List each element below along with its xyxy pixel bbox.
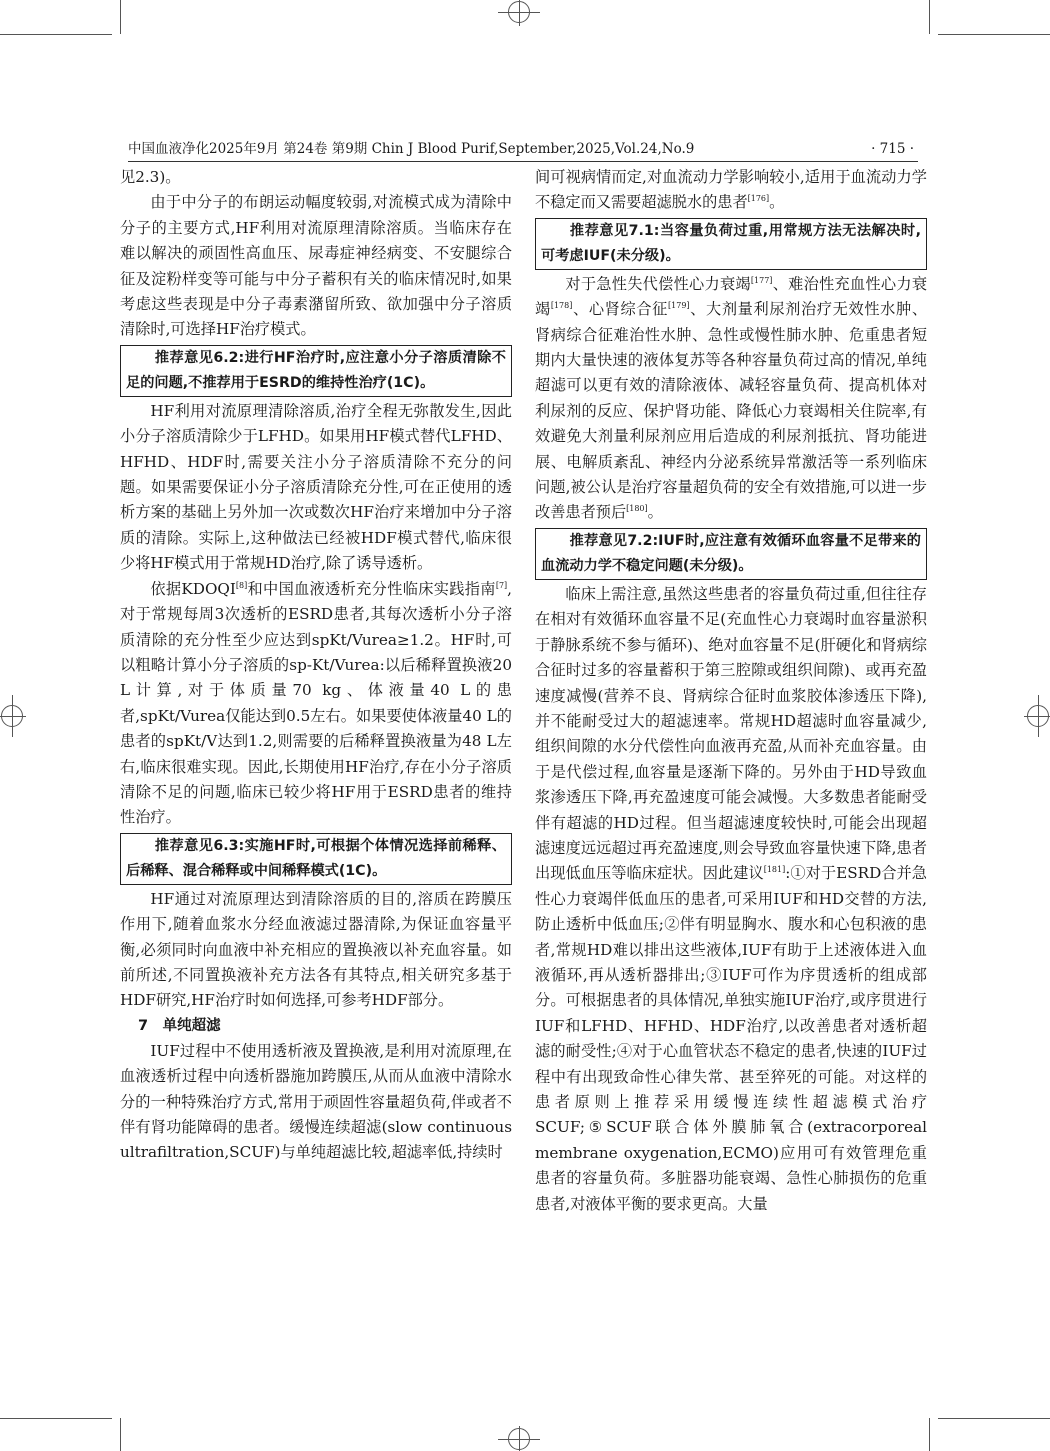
paragraph-middle-molecule: 由于中分子的布朗运动幅度较弱,对流模式成为清除中分子的主要方式,HF利用对流原理清除溶质。当临床存在难以解决的顽固性高血压、尿毒症神经病变、不安腿综合征及淀粉样变等可能与中分子蓄积有关的临床情况时,如果考虑这些表现是中分子毒素潴留所致、欲加强中分子溶质清除时,可选择HF治疗模式。 (120, 193, 512, 339)
citation-ref: [176] (747, 194, 770, 204)
registration-line-bottom-v (519, 1426, 520, 1451)
citation-ref: [180] (626, 504, 648, 514)
citation-ref: [7] (495, 580, 508, 590)
crop-mark-br-v (929, 1418, 930, 1451)
right-column (535, 165, 927, 1217)
text-run: 和中国血液透析充分性临床实践指南 (247, 579, 496, 598)
crop-mark-tr-h (938, 34, 1050, 35)
registration-line-right-v (1038, 695, 1039, 737)
paragraph-clinical-attention (535, 582, 927, 1217)
text-run: 依据KDOQI (150, 579, 236, 598)
text-run: 、大剂量利尿剂治疗无效性水肿、肾病综合征难治性水肿、急性或慢性肺水肿、危重患者短期内大量快速的液体复苏等各种容量负荷过高的情况,单纯超滤可以更有效的清除液体、减轻容量负荷、提高机体对利尿剂的反应、保护肾功能、降低心力衰竭相关住院率,有效避免大剂量利尿剂应用后造成的利尿剂抵抗、肾功能进展、电解质紊乱、神经内分泌系统异常激活等一系列临床问题,被公认是治疗容量超负荷的安全有效措施,可以进一步改善患者预后 (535, 300, 928, 522)
paragraph-hf-convection: HF通过对流原理达到清除溶质的目的,溶质在跨膜压作用下,随着血浆水分经血液滤过器清除,为保证血容量平衡,必须同时向血液中补充相应的置换液以补充血容量。如前所述,不同置换液补充方法各有其特点,相关研究多基于HDF研究,HF治疗时如何选择,可参考HDF部分。 (120, 889, 512, 1010)
text-run: 临床上需注意,虽然这些患者的容量负荷过重,但往往存在相对有效循环血容量不足(充血性心力衰竭时血容量淤积于静脉系统不参与循环)、绝对血容量不足(肝硬化和肾病综合征时过多的容量蓄积于第三腔隙或组织间隙)、或再充盈速度减慢(营养不良、肾病综合征时血浆胶体渗透压下降),并不能耐受过大的超滤速率。常规HD超滤时血容量减少,组织间隙的水分代偿性向血液再充盈,从而补充血容量。由于是代偿过程,血容量是逐渐下降的。另外由于HD导致血浆渗透压下降,再充盈速度可能会减慢。大多数患者能耐受伴有超滤的HD过程。但当超滤速度较快时,可能会出现超滤速度远远超过再充盈速度,则会导致血容量快速下降,患者出现低血压等临床症状。因此建议 (535, 584, 927, 883)
citation-ref: [179] (668, 301, 690, 311)
crop-mark-tr-v (929, 0, 930, 34)
text-run: 对于急性失代偿性心力衰竭 (565, 274, 751, 293)
left-column (120, 165, 512, 1166)
text-run: ,对于常规每周3次透析的ESRD患者,其每次透析小分子溶质清除的充分性至少应达到spKt/Vurea≥1.2。HF时,可以粗略计算小分子溶质的sp-Kt/Vurea:以后稀释置换液20 L计算,对于体质量70 kg、体液量40 L的患者,spKt/Vurea仅能达到0.5左右。如果要使体液量40 L的患者的spKt/V达到1.2,则需要的后稀释置换液量为48 L左右,临床很难实现。因此,长期使用HF治疗,存在小分子溶质清除不足的问题,临床已较少将HF用于ESRD患者的维持性治疗。 (120, 579, 512, 827)
page-number: · 715 · (871, 141, 914, 157)
paragraph-hf-small-solute: HF利用对流原理清除溶质,治疗全程无弥散发生,因此小分子溶质清除少于LFHD。如果用HF模式替代LFHD、HFHD、HDF时,需要关注小分子溶质清除不充分的问题。如果需要保证小分子溶质清除充分性,可在正使用的透析方案的基础上另外加一次或数次HF治疗来增加中分子溶质的清除。实际上,这种做法已经被HDF模式替代,临床很少将HF模式用于常规HD治疗,除了诱导透析。 (120, 401, 512, 573)
registration-line-top-v (519, 0, 520, 26)
recommendation-box-7-2 (535, 528, 927, 580)
recommendation-text-7-1: 推荐意见7.1:当容量负荷过重,用常规方法无法解决时,可考虑IUF(未分级)。 (541, 222, 921, 264)
citation-ref: [8] (235, 580, 248, 590)
text-run: 、难治性充血性心力衰竭 (535, 274, 928, 319)
paragraph-kdoqi (120, 577, 512, 831)
registration-line-left-h (0, 716, 26, 717)
text-run: 。 (647, 503, 663, 522)
paragraph-iuf-intro: IUF过程中不使用透析液及置换液,是利用对流原理,在血液透析过程中向透析器施加跨膜压,从而从血液中清除水分的一种特殊治疗方式,常用于顽固性容量超负荷,伴或者不伴有肾功能障碍的患者。缓慢连续超滤(slow continuous ultrafiltration,SCUF)与单纯超滤比较,超滤率低,持续时 (120, 1041, 512, 1162)
recommendation-text-7-2: 推荐意见7.2:IUF时,应注意有效循环血容量不足带来的血流动力学不稳定问题(未分级)。 (541, 532, 921, 574)
paragraph-continuation: 见2.3)。 (120, 168, 181, 186)
crop-mark-bl-h (0, 1418, 112, 1419)
paragraph-volume-overload (535, 272, 927, 526)
paragraph-continuation (535, 165, 927, 216)
citation-ref: [181] (763, 865, 786, 875)
text-run: 间可视病情而定,对血流动力学影响较小,适用于血流动力学不稳定而又需要超滤脱水的患者 (535, 168, 927, 212)
recommendation-box-7-1 (535, 218, 927, 270)
text-run: :①对于ESRD合并急性心力衰竭伴低血压的患者,可采用IUF和HD交替的方法,防止透析中低血压;②伴有明显胸水、腹水和心包积液的患者,常规HD难以排出这些液体,IUF有助于上述液体进入血液循环,再从透析器排出;③IUF可作为序贯透析的组成部分。可根据患者的具体情况,单独实施IUF治疗,或序贯进行IUF和LFHD、HFHD、HDF治疗,以改善患者对透析超滤的耐受性;④对于心血管状态不稳定的患者,快速的IUF过程中有出现致命性心律失常、甚至猝死的可能。对这样的患者原则上推荐采用缓慢连续性超滤模式治疗SCUF;⑤SCUF联合体外膜肺氧合(extracorporeal membrane oxygenation,ECMO)应用可有效管理危重患者的容量负荷。多脏器功能衰竭、急性心肺损伤的危重患者,对液体平衡的要求更高。大量 (535, 864, 927, 1213)
recommendation-text-6-3: 推荐意见6.3:实施HF时,可根据个体情况选择前稀释、后稀释、混合稀释或中间稀释模式(1C)。 (126, 837, 506, 879)
crop-mark-tl-v (120, 0, 121, 34)
section-heading-7: 7 单纯超滤 (138, 1017, 221, 1034)
registration-line-right-h (1024, 716, 1050, 717)
registration-line-left-v (12, 695, 13, 737)
crop-mark-bl-v (120, 1418, 121, 1451)
running-header (128, 139, 918, 162)
recommendation-text-6-2: 推荐意见6.2:进行HF治疗时,应注意小分子溶质清除不足的问题,不推荐用于ESRD的维持性治疗(1C)。 (126, 349, 506, 391)
citation-ref: [178] (550, 301, 573, 311)
text-run: 、心肾综合征 (572, 300, 669, 319)
recommendation-box-6-2 (120, 345, 512, 397)
crop-mark-tl-h (0, 34, 112, 35)
citation-ref: [177] (750, 275, 773, 285)
crop-mark-br-h (938, 1418, 1050, 1419)
journal-citation: 中国血液净化2025年9月 第24卷 第9期 Chin J Blood Purif,September,2025,Vol.24,No.9 (128, 141, 695, 157)
text-run: 。 (769, 193, 785, 212)
recommendation-box-6-3 (120, 833, 512, 885)
